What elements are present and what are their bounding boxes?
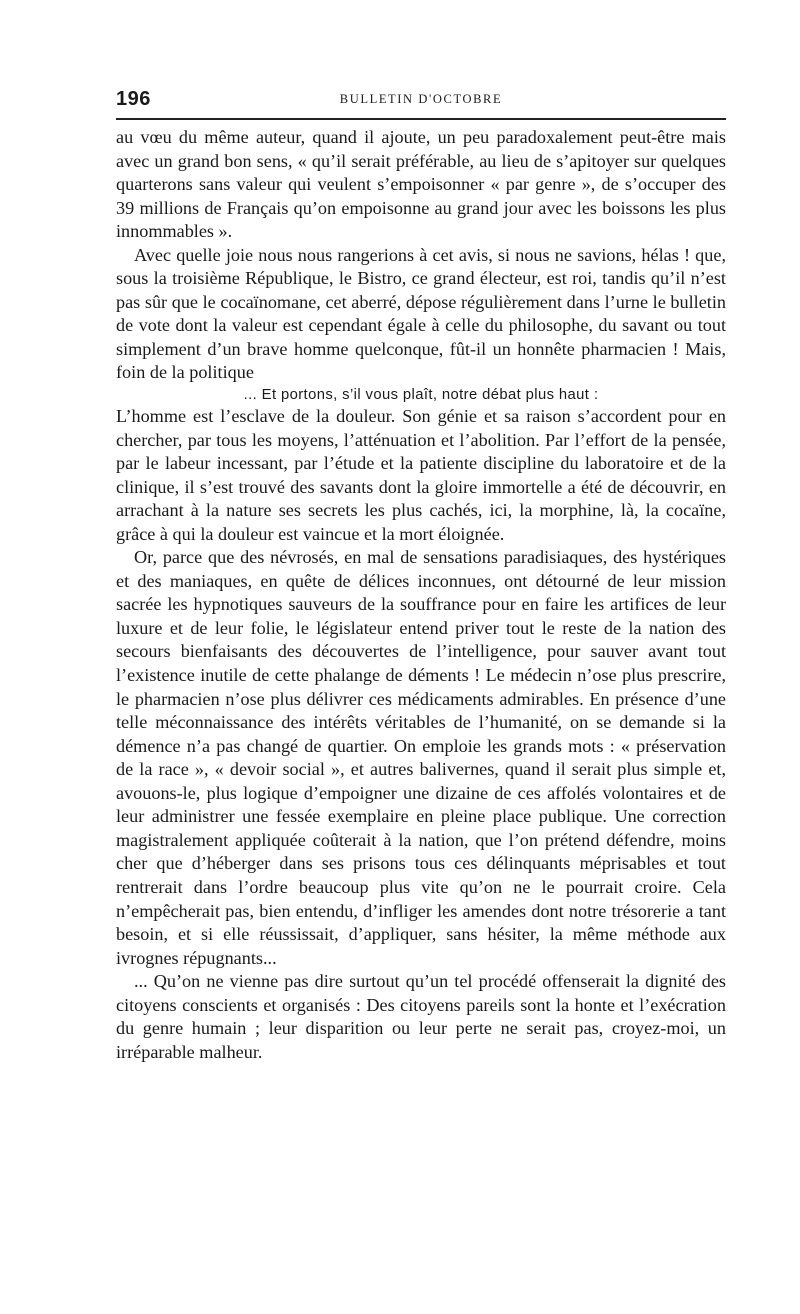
- page-header: [116, 84, 726, 118]
- page-number: 196: [116, 88, 151, 110]
- paragraph-bistro: Avec quelle joie nous nous rangerions à cet avis, si nous ne savions, hélas ! que, sous la troisième République, le Bistro, ce grand électeur, est roi, tandis qu’il n’est pas sûr que le cocaïnomane, cet aberré, dépose régulièrement dans l’urne le bulletin de vote dont la valeur est cependant égale à celle du philosophe, du savant ou tout simplement d’un brave homme quelconque, fût-il un honnête pharmacien ! Mais, foin de la politique: [116, 244, 726, 383]
- header-rule: [116, 118, 726, 120]
- interlude-line: ... Et portons, s’il vous plaît, notre débat plus haut :: [243, 387, 599, 404]
- paragraph-douleur: L’homme est l’esclave de la douleur. Son génie et sa raison s’accordent pour en chercher, par tous les moyens, l’atténuation et l’abolition. Par l’effort de la pensée, par le labeur incessant, par l’étude et la patiente discipline du laboratoire et de la clinique, il s’est trouvé des savants dont la gloire immortelle a été de découvrir, en arrachant à la nature ses secrets les plus cachés, ici, la morphine, là, la cocaïne, grâce à qui la douleur est vaincue et la mort éloignée.: [116, 406, 726, 544]
- body-text: [116, 126, 726, 1064]
- paragraph-continuation: au vœu du même auteur, quand il ajoute, un peu paradoxalement peut-être mais avec un grand bon sens, « qu’il serait préférable, au lieu de s’apitoyer sur quelques quarterons sans valeur qui veulent s’empoisonner « par genre », de s’occuper des 39 millions de Français qu’on empoisonne au grand jour avec les boissons les plus innommables ».: [116, 127, 726, 242]
- paragraph-nevroses: Or, parce que des névrosés, en mal de sensations paradisiaques, des hystériques et des maniaques, en quête de délices inconnues, ont détourné de leur mission sacrée les hypnotiques sauveurs de la souffrance pour en faire les artifices de leur luxure et de leur folie, le législateur entend priver tout le reste de la nation des secours bienfaisants des découvertes de l’intelligence, pour sauver avant tout l’existence inutile de cette phalange de déments ! Le médecin n’ose plus prescrire, le pharmacien n’ose plus délivrer ces médicaments admirables. En présence d’une telle méconnaissance des intérêts véritables de l’humanité, on se demande si la démence n’a pas changé de quartier. On emploie les grands mots : « préservation de la race », « devoir social », et autres balivernes, quand il serait plus simple et, avouons-le, plus logique d’empoigner une dizaine de ces affolés volontaires et de leur administrer une fessée exemplaire en pleine place publique. Une correction magistralement appliquée coûterait à la nation, que l’on prétend défendre, moins cher que d’héberger dans ses prisons tous ces délinquants méprisables et tout rentrerait dans l’ordre beaucoup plus vite qu’on ne le pourrait croire. Cela n’empêcherait pas, bien entendu, d’infliger les amendes dont notre trésorerie a tant besoin, et si elle réussissait, d’appliquer, sans hésiter, la même méthode aux ivrognes répugnants...: [116, 547, 726, 968]
- running-title: BULLETIN D'OCTOBRE: [339, 92, 503, 106]
- book-page: [116, 84, 726, 1064]
- paragraph-conclusion: ... Qu’on ne vienne pas dire surtout qu’un tel procédé offenserait la dignité des citoyens conscients et organisés : Des citoyens pareils sont la honte et l’exécration du genre humain ; leur disparition ou leur perte ne serait pas, croyez-moi, un irréparable malheur.: [116, 971, 726, 1062]
